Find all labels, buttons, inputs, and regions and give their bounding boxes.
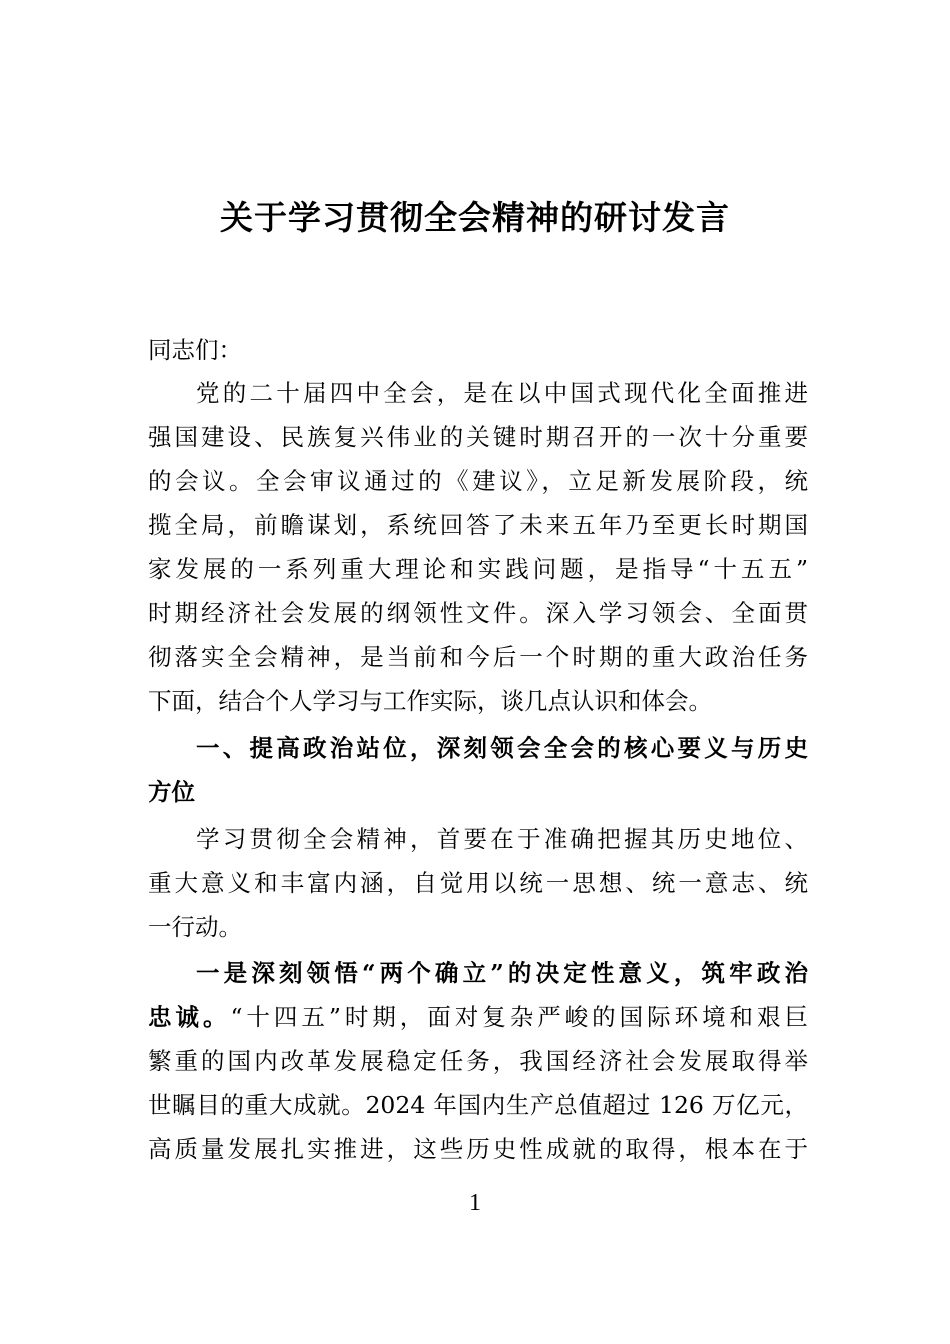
paragraph-line: 的会议。全会审议通过的《建议》，立足新发展阶段，统 (148, 467, 808, 495)
paragraph-line: 彻落实全会精神，是当前和今后一个时期的重大政治任务 (148, 643, 808, 671)
paragraph-line: 党的二十届四中全会，是在以中国式现代化全面推进 (196, 379, 808, 407)
paragraph-line-text: “十四五”时期，面对复杂严峻的国际环境和艰巨 (230, 1003, 808, 1031)
paragraph-line: 时期经济社会发展的纲领性文件。深入学习领会、全面贯 (148, 599, 808, 627)
section-heading: 一、提高政治站位，深刻领会全会的核心要义与历史 (196, 734, 808, 762)
paragraph-line: 学习贯彻全会精神，首要在于准确把握其历史地位、 (196, 825, 808, 853)
bold-lead-text: 忠诚。 (148, 1003, 231, 1031)
paragraph-line: 揽全局，前瞻谋划，系统回答了未来五年乃至更长时期国 (148, 511, 808, 539)
subpoint-heading: 一是深刻领悟“两个确立”的决定性意义，筑牢政治 (196, 959, 808, 987)
paragraph-line: 强国建设、民族复兴伟业的关键时期召开的一次十分重要 (148, 423, 808, 451)
paragraph-line: 下面，结合个人学习与工作实际，谈几点认识和体会。 (148, 687, 712, 715)
salutation: 同志们： (148, 336, 242, 364)
paragraph-line: 家发展的一系列重大理论和实践问题，是指导“十五五” (148, 555, 808, 583)
document-title: 关于学习贯彻全会精神的研讨发言 (220, 198, 730, 237)
paragraph-line: 繁重的国内改革发展稳定任务，我国经济社会发展取得举 (148, 1047, 808, 1075)
paragraph-line: 一行动。 (148, 913, 242, 941)
paragraph-line: 重大意义和丰富内涵，自觉用以统一思想、统一意志、统 (148, 869, 808, 897)
paragraph-line: 世瞩目的重大成就。2024 年国内生产总值超过 126 万亿元， (148, 1091, 808, 1119)
paragraph-line (148, 1001, 808, 1033)
section-heading-continued: 方位 (148, 778, 195, 806)
paragraph-line: 高质量发展扎实推进，这些历史性成就的取得，根本在于 (148, 1135, 808, 1163)
page-number: 1 (469, 1190, 481, 1216)
